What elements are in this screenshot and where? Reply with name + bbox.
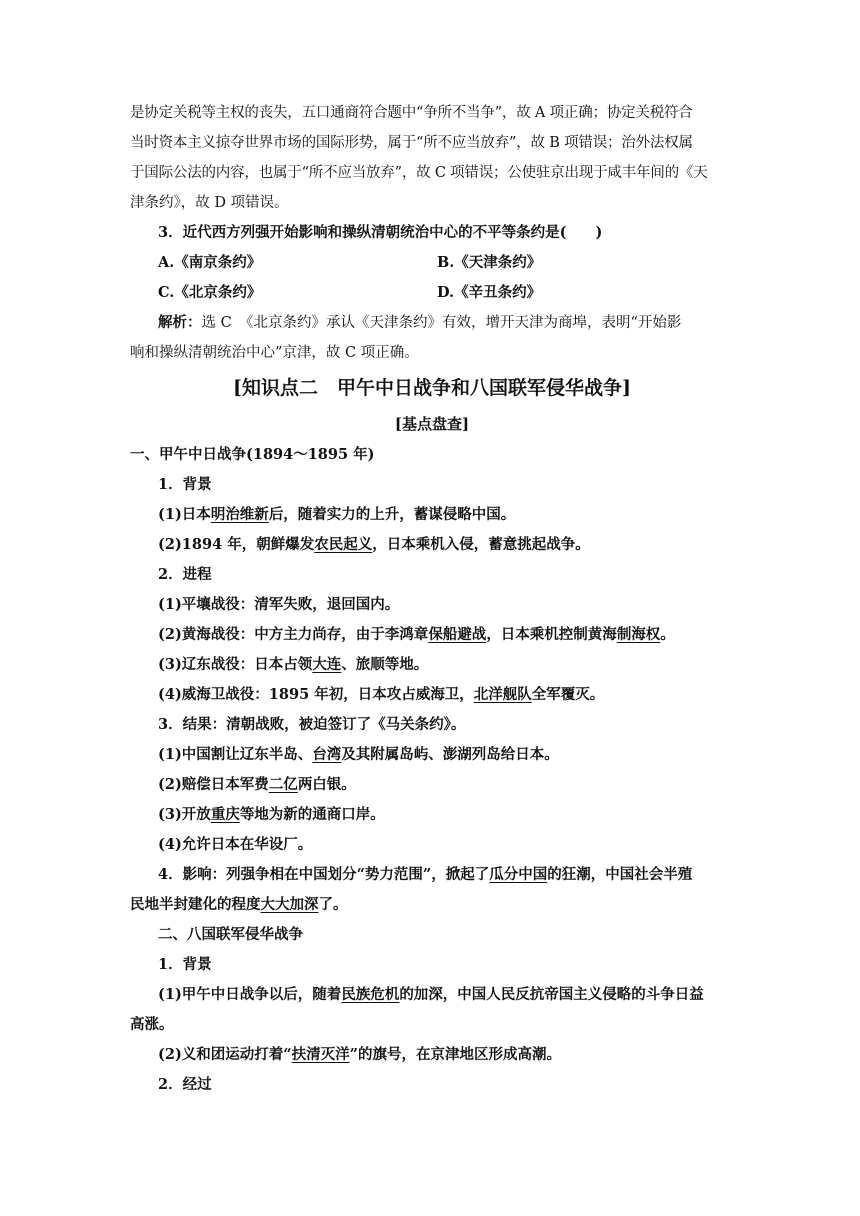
key-term: 瓜分中国 — [489, 866, 548, 883]
key-term: 民族危机 — [341, 986, 400, 1003]
key-term: 扶清灭洋 — [291, 1046, 350, 1063]
war1-result-item: (3)开放重庆等地为新的通商口岸。 — [158, 806, 385, 823]
war2-bg-item-cont: 高涨。 — [130, 1016, 174, 1033]
war1-process-heading: 2．进程 — [158, 566, 212, 583]
answer-paragraph-line: 当时资本主义掠夺世界市场的国际形势，属于“所不应当放弃”，故 B 项错误；治外法权属 — [130, 135, 693, 151]
war2-bg-item: (1)甲午中日战争以后，随着民族危机的加深，中国人民反抗帝国主义侵略的斗争日益 — [158, 986, 704, 1003]
war2-bg-item: (2)义和团运动打着“扶清灭洋”的旗号，在京津地区形成高潮。 — [158, 1046, 561, 1063]
key-term: 农民起义 — [314, 536, 373, 553]
answer-explanation-cont: 响和操纵清朝统治中心”京津，故 C 项正确。 — [130, 345, 419, 361]
section-title: [知识点二 甲午中日战争和八国联军侵华战争] — [233, 377, 631, 399]
war1-process-item: (2)黄海战役：中方主力尚存，由于李鸿章保船避战，日本乘机控制黄海制海权。 — [158, 626, 675, 643]
option-c: C.《北京条约》 — [158, 284, 262, 301]
war1-result-item: (2)赔偿日本军费二亿两白银。 — [158, 776, 356, 793]
key-term: 大大加深 — [260, 896, 319, 913]
war1-process-item: (4)威海卫战役：1895 年初，日本攻占威海卫，北洋舰队全军覆灭。 — [158, 686, 605, 703]
answer-paragraph-line: 于国际公法的内容，也属于“所不应当放弃”，故 C 项错误；公使驻京出现于咸丰年间的《天 — [130, 165, 708, 181]
answer-label: 解析： — [158, 314, 202, 331]
key-term: 北洋舰队 — [473, 686, 532, 703]
war1-impact: 4．影响：列强争相在中国划分“势力范围”，掀起了瓜分中国的狂潮，中国社会半殖 — [158, 866, 693, 883]
question-3-stem: 3．近代西方列强开始影响和操纵清朝统治中心的不平等条约是( ) — [158, 224, 603, 241]
war1-impact-cont: 民地半封建化的程度大大加深了。 — [130, 896, 348, 913]
options-row — [130, 278, 734, 308]
key-term: 明治维新 — [210, 506, 269, 523]
answer-paragraph-line: 是协定关税等主权的丧失，五口通商符合题中“争所不当争”，故 A 项正确；协定关税符合 — [130, 105, 693, 121]
options-row — [130, 248, 734, 278]
war1-result-item: (4)允许日本在华设厂。 — [158, 836, 313, 853]
answer-explanation — [130, 308, 734, 338]
war1-heading: 一、甲午中日战争(1894～1895 年) — [130, 446, 375, 463]
war1-bg-item: (2)1894 年，朝鲜爆发农民起义，日本乘机入侵，蓄意挑起战争。 — [158, 536, 590, 553]
war1-result-item: (1)中国割让辽东半岛、台湾及其附属岛屿、澎湖列岛给日本。 — [158, 746, 559, 763]
key-term: 二亿 — [268, 776, 298, 793]
war2-heading: 二、八国联军侵华战争 — [158, 926, 303, 943]
key-term: 台湾 — [312, 746, 342, 763]
option-d: D.《辛丑条约》 — [437, 284, 542, 301]
war1-background-heading: 1．背景 — [158, 476, 212, 493]
war2-background-heading: 1．背景 — [158, 956, 212, 973]
key-term: 制海权 — [616, 626, 661, 643]
document-page — [130, 98, 734, 1100]
war2-process-heading: 2．经过 — [158, 1076, 212, 1093]
option-a: A.《南京条约》 — [158, 254, 262, 271]
key-term: 保船避战 — [428, 626, 487, 643]
key-term: 重庆 — [210, 806, 240, 823]
answer-text: 选 C 《北京条约》承认《天津条约》有效，增开天津为商埠，表明“开始影 — [201, 315, 682, 331]
answer-paragraph-line: 津条约》，故 D 项错误。 — [130, 195, 289, 211]
war1-process-item: (1)平壤战役：清军失败，退回国内。 — [158, 596, 400, 613]
key-term: 大连 — [312, 656, 342, 673]
war1-bg-item: (1)日本明治维新后，随着实力的上升，蓄谋侵略中国。 — [158, 506, 516, 523]
option-b: B.《天津条约》 — [437, 254, 542, 271]
section-subtitle: [基点盘查] — [394, 415, 470, 433]
war1-result-heading: 3．结果：清朝战败，被迫签订了《马关条约》。 — [158, 716, 466, 733]
war1-process-item: (3)辽东战役：日本占领大连、旅顺等地。 — [158, 656, 429, 673]
